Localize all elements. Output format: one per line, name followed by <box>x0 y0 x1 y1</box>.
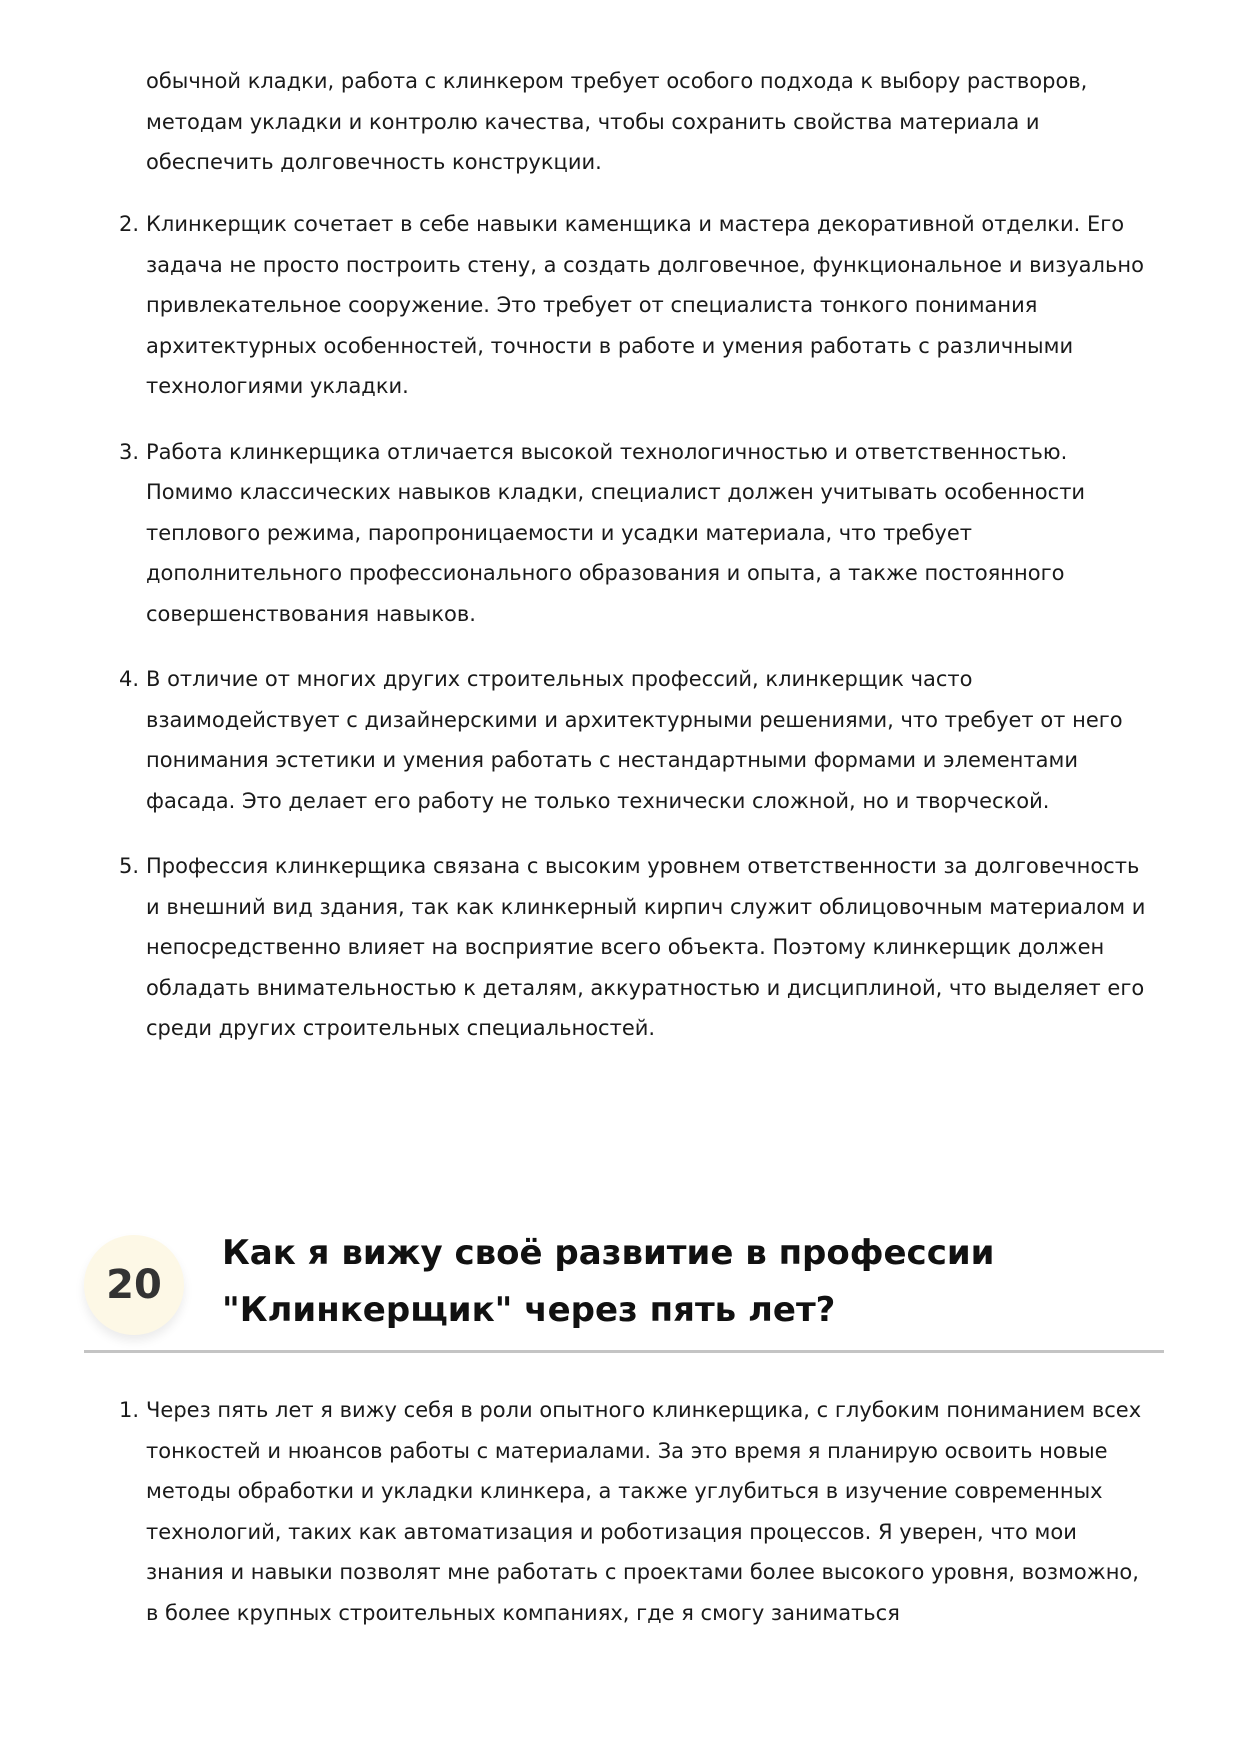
list-number: 5. <box>119 854 140 878</box>
list-number: 1. <box>119 1398 140 1422</box>
section-number-badge: 20 <box>84 1235 184 1335</box>
list-text: Профессия клинкерщика связана с высоким уровнем ответственности за долговечность и внешний вид здания, так как клинкерный кирпич служит облицовочным материалом и непосредственно влияет на восприятие всего объекта. Поэтому клинкерщик должен обладать внимательностью к деталям, аккуратностью и дисциплиной, что выделяет его среди других строительных специальностей. <box>146 854 1146 1040</box>
numbered-list <box>119 1390 1156 1658</box>
list-item <box>119 1390 1156 1633</box>
list-text: Клинкерщик сочетает в себе навыки каменщика и мастера декоративной отделки. Его задача не просто построить стену, а создать долговечное, функциональное и визуально привлекательное сооружение. Это требует от специалиста тонкого понимания архитектурных особенностей, точности в работе и умения работать с различными технологиями укладки. <box>146 212 1144 398</box>
list-text: Работа клинкерщика отличается высокой технологичностью и ответственностью. Помимо классических навыков кладки, специалист должен учитывать особенности теплового режима, паропроницаемости и усадки материала, что требует дополнительного профессионального образования и опыта, а также постоянного совершенствования навыков. <box>146 439 1086 626</box>
list-item <box>119 846 1156 1049</box>
list-text: Через пять лет я вижу себя в роли опытного клинкерщика, с глубоким пониманием всех тонкостей и нюансов работы с материалами. За это время я планирую освоить новые методы обработки и укладки клинкера, а также углубиться в изучение современных технологий, таких как автоматизация и роботизация процессов. Я уверен, что мои знания и навыки позволят мне работать с проектами более высокого уровня, возможно, в более крупных строительных компаниях, где я смогу заниматься <box>146 1398 1142 1625</box>
list-item <box>119 659 1156 821</box>
numbered-list <box>119 204 1156 1074</box>
list-item <box>119 432 1156 635</box>
section-title: Как я вижу своё развитие в профессии "Клинкерщик" через пять лет? <box>222 1233 995 1330</box>
intro-paragraph: обычной кладки, работа с клинкером требует особого подхода к выбору растворов, методам укладки и контролю качества, чтобы сохранить свойства материала и обеспечить долговечность конструкции. <box>146 69 1088 174</box>
list-number: 4. <box>119 667 140 691</box>
list-number: 2. <box>119 212 140 236</box>
list-number: 3. <box>119 439 140 464</box>
list-text: В отличие от многих других строительных профессий, клинкерщик часто взаимодействует с дизайнерскими и архитектурными решениями, что требует от него понимания эстетики и умения работать с нестандартными формами и элементами фасада. Это делает его работу не только технически сложной, но и творческой. <box>146 667 1123 813</box>
list-item <box>119 204 1156 407</box>
divider <box>84 1350 1164 1353</box>
